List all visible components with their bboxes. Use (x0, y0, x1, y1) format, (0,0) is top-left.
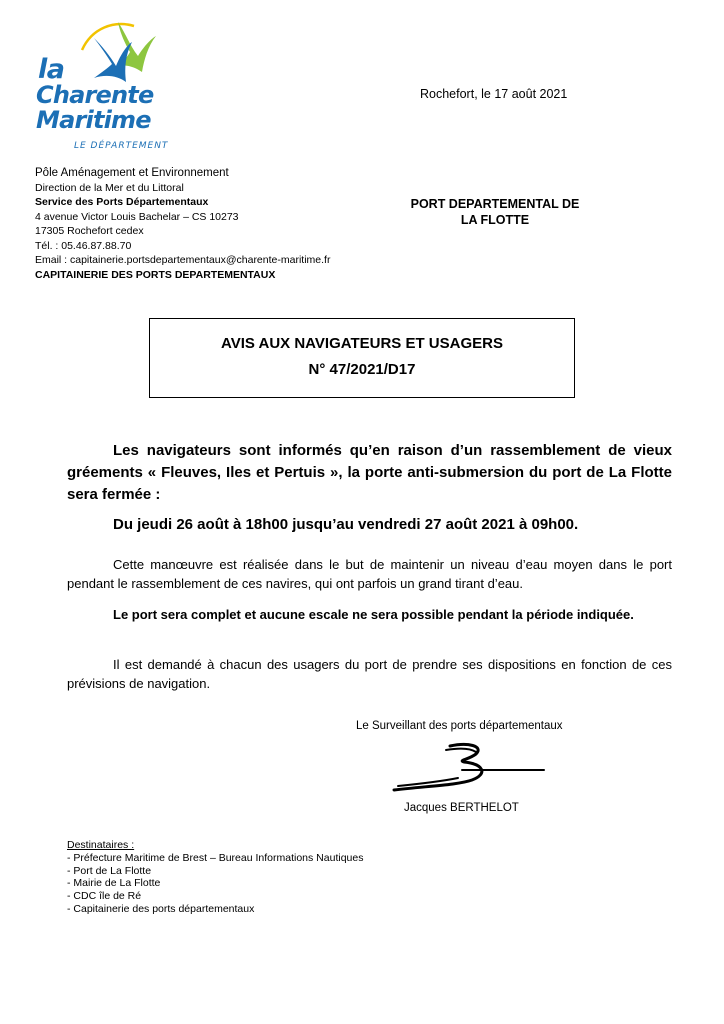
logo-tagline: LE DÉPARTEMENT (74, 141, 169, 151)
sender-direction: Direction de la Mer et du Littoral (35, 181, 184, 194)
body-paragraph-1: Les navigateurs sont informés qu’en raison d’un rassemblement de vieux gréements « Fleuves, Iles et Pertuis », la porte anti-submersion du port de La Flotte sera fermée : (67, 442, 672, 503)
recipient-item: - CDC île de Ré (67, 890, 142, 903)
notice-title: AVIS AUX NAVIGATEURS ET USAGERS (221, 335, 503, 352)
signer-name: Jacques BERTHELOT (404, 802, 519, 814)
recipient-item: - Capitainerie des ports départementaux (67, 902, 255, 915)
letter-date: Rochefort, le 17 août 2021 (420, 87, 568, 101)
sender-email: Email : capitainerie.portsdepartementaux@charente-maritime.fr (35, 254, 331, 266)
department-logo (34, 16, 169, 156)
body-paragraph-3: Cette manœuvre est réalisée dans le but de maintenir un niveau d’eau moyen dans le port pendant le rassemblement de ces navires, qui ont parfois un grand tirant d’eau. (67, 557, 672, 591)
birds-sun-icon (78, 16, 158, 86)
sender-service: Service des Ports Départementaux (35, 196, 209, 208)
sender-capitainerie: CAPITAINERIE DES PORTS DEPARTEMENTAUX (35, 268, 276, 281)
port-title (395, 196, 595, 228)
port-title-line-1: PORT DEPARTEMENTAL DE (410, 197, 580, 211)
recipient-item: - Port de La Flotte (67, 864, 152, 877)
handwritten-signature (388, 740, 548, 800)
sender-phone: Tél. : 05.46.87.88.70 (35, 239, 132, 252)
body-paragraph-5: Il est demandé à chacun des usagers du port de prendre ses dispositions en fonction de ces prévisions de navigation. (67, 657, 672, 691)
logo-line-1: la (38, 54, 65, 85)
logo-line-3: Maritime (36, 106, 151, 134)
recipient-item: - Mairie de La Flotte (67, 877, 161, 890)
port-title-line-2: LA FLOTTE (460, 213, 530, 227)
sender-pole: Pôle Aménagement et Environnement (35, 167, 229, 179)
notice-box (149, 318, 575, 398)
recipients-heading: Destinataires : (67, 839, 135, 851)
sender-city: 17305 Rochefort cedex (35, 225, 144, 237)
sender-block (35, 166, 330, 282)
recipients-list (67, 839, 363, 916)
recipient-item: - Préfecture Maritime de Brest – Bureau Informations Nautiques (67, 851, 364, 864)
sender-address: 4 avenue Victor Louis Bachelar – CS 10273 (35, 210, 239, 223)
signer-role: Le Surveillant des ports départementaux (356, 720, 563, 732)
body-paragraph-4: Le port sera complet et aucune escale ne sera possible pendant la période indiquée. (113, 607, 634, 622)
closure-period: Du jeudi 26 août à 18h00 jusqu’au vendredi 27 août 2021 à 09h00. (113, 516, 579, 533)
notice-number: N° 47/2021/D17 (308, 361, 416, 378)
logo-line-2: Charente (36, 81, 154, 109)
